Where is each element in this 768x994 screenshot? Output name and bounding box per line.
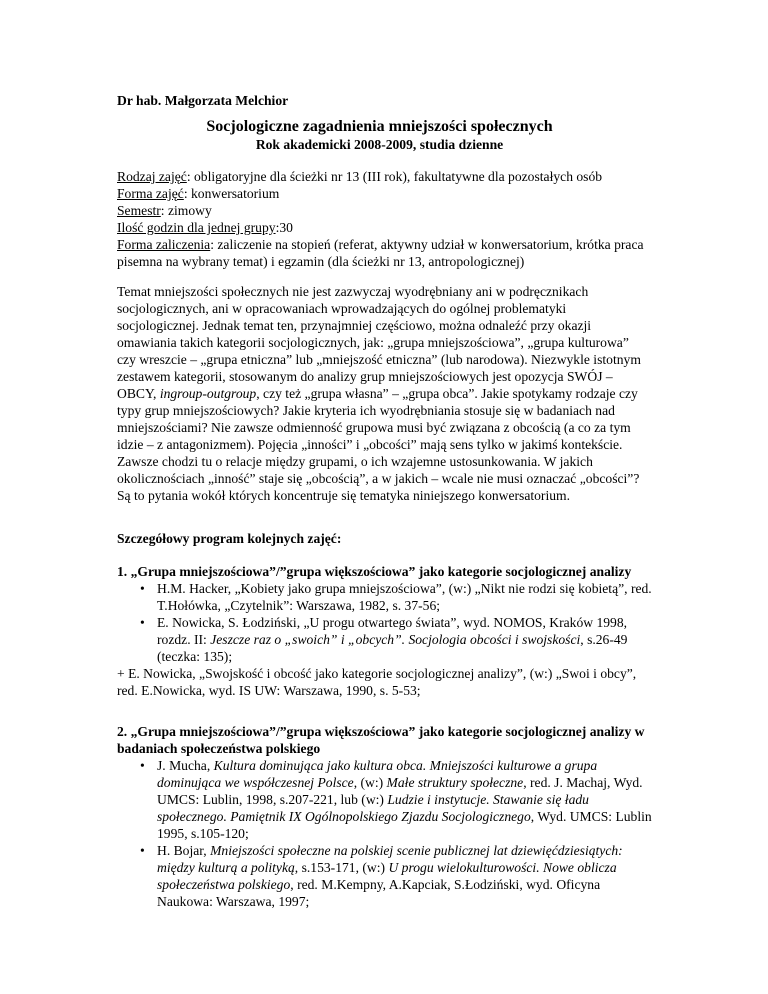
bibliography-list [117,757,657,910]
list-item [117,842,657,910]
item-text: , red. J. Machaj, Wyd. UMCS: Lublin, 1998, s.207-221, lub (w:) [157,775,643,807]
program-heading: Szczegółowy program kolejnych zajęć: [117,531,342,546]
intro-paragraph [117,283,651,504]
item-text: , Wyd. UMCS: Lublin 1995, s.105-120; [157,809,652,841]
info-value: : obligatoryjne dla ścieżki nr 13 (III rok), fakultatywne dla pozostałych osób [186,169,603,184]
section-2 [117,723,657,910]
item-text: J. Mucha, [157,758,214,773]
info-zaliczenie [117,236,657,270]
info-label: Rodzaj zajęć [117,169,187,184]
info-label: Forma zajęć [117,186,184,201]
item-italic: Jeszcze raz o „swoich” i „obcych”. Socjologia obcości i swojskości [210,632,581,647]
section-1 [117,563,657,699]
info-value: : zaliczenie na stopień (referat, aktywny udział w konwersatorium, krótka praca pisemna na wybrany temat) i egzamin (dla ścieżki nr 13, antropologicznej) [117,237,644,269]
info-value: : konwersatorium [183,186,280,201]
info-godziny [117,219,657,236]
intro-text: , czy też „grupa własna” – „grupa obca”. Jakie spotykamy rodzaje czy typy grup mniejszościowych? Jakie kryteria ich wyodrębniania stosuje się w badaniach nad mniejszościami? Nie zawsze odmienność grupowa musi być związana z obcością (a co za tym idzie – z antagonizmem). Pojęcia „inności” i „obcości” mają sens tylko w jakimś kontekście. Zawsze chodzi tu o relacje między grupami, o ich wzajemne ustosunkowania. W jakich okolicznościach „inność” staje się „obcością”, a w jakich – wcale nie musi oznaczać „obcości”? Są to pytania wokół których koncentruje się tematyka niniejszego konwersatorium. [117,386,640,503]
bullet-icon: • [140,843,145,858]
item-text: H. Bojar, [157,843,211,858]
item-italic: Ludzie i instytucje. Stawanie się ładu społecznego. Pamiętnik IX Ogólnopolskiego Zjazdu Socjologicznego [157,792,589,824]
list-item [117,614,657,665]
list-item [117,580,657,614]
item-text: , red. M.Kempny, A.Kapciak, S.Łodziński, wyd. Oficyna Naukowa: Warszawa, 1997; [157,877,601,909]
item-text: , (w:) [353,775,387,790]
plus-item: + E. Nowicka, „Swojskość i obcość jako kategorie socjologicznej analizy”, (w:) „Swoi i obcy”, red. E.Nowicka, wyd. IS UW: Warszawa, 1990, s. 5-53; [117,666,637,698]
list-item [117,757,657,842]
info-forma [117,185,657,202]
info-value: : zimowy [160,203,212,218]
section-title: 1. „Grupa mniejszościowa”/”grupa większościowa” jako kategorie socjologicznej analizy [117,564,632,579]
document-title: Socjologiczne zagadnienia mniejszości społecznych [206,118,553,135]
item-text: , s.153-171, (w:) [294,860,389,875]
item-italic: U progu wielokulturowości. Nowe oblicza społeczeństwa polskiego [157,860,617,892]
bullet-icon: • [140,581,145,596]
author-name: Dr hab. Małgorzata Melchior [117,93,289,108]
info-semestr [117,202,657,219]
info-label: Semestr [117,203,161,218]
course-info [117,168,657,270]
item-italic: Małe struktury społeczne [386,775,524,790]
info-value: :30 [275,220,293,235]
intro-italic: ingroup-outgroup [159,386,257,401]
item-text: E. Nowicka, S. Łodziński, „U progu otwartego świata”, wyd. NOMOS, Kraków 1998, rozdz. II: [157,615,628,647]
info-label: Ilość godzin dla jednej grupy [117,220,276,235]
item-italic: Mniejszości społeczne na polskiej scenie publicznej lat dziewięćdziesiątych: między kulturą a polityką [157,843,623,875]
item-text: H.M. Hacker, „Kobiety jako grupa mniejszościowa”, (w:) „Nikt nie rodzi się kobietą”, red. T.Hołówka, „Czytelnik”: Warszawa, 1982, s. 37-56; [157,581,652,613]
item-italic: Kultura dominująca jako kultura obca. Mniejszości kulturowe a grupa dominująca we współczesnej Polsce [157,758,598,790]
bibliography-list [117,580,657,665]
item-text: , s.26-49 (teczka: 135); [157,632,628,664]
document-subtitle: Rok akademicki 2008-2009, studia dzienne [255,137,504,152]
bullet-icon: • [140,615,145,630]
section-title: 2. „Grupa mniejszościowa”/”grupa większościowa” jako kategorie socjologicznej analizy w badaniach społeczeństwa polskiego [117,724,645,756]
bullet-icon: • [140,758,145,773]
info-label: Forma zaliczenia [117,237,211,252]
intro-text: Temat mniejszości społecznych nie jest zazwyczaj wyodrębniany ani w podręcznikach socjologicznych, ani w opracowaniach wprowadzających do ogólnej problematyki socjologicznej. Jednak temat ten, przynajmniej częściowo, można odnaleźć przy okazji omawiania takich kategorii socjologicznych, jak: „grupa mniejszościowa”, „grupa kulturowa” czy wreszcie – „grupa etniczna” lub „mniejszość etniczna” (lub narodowa). Niezwykle istotnym zestawem kategorii, stosowanym do analizy grup mniejszościowych jest opozycja SWÓJ – OBCY, [117,284,641,401]
info-rodzaj [117,168,657,185]
